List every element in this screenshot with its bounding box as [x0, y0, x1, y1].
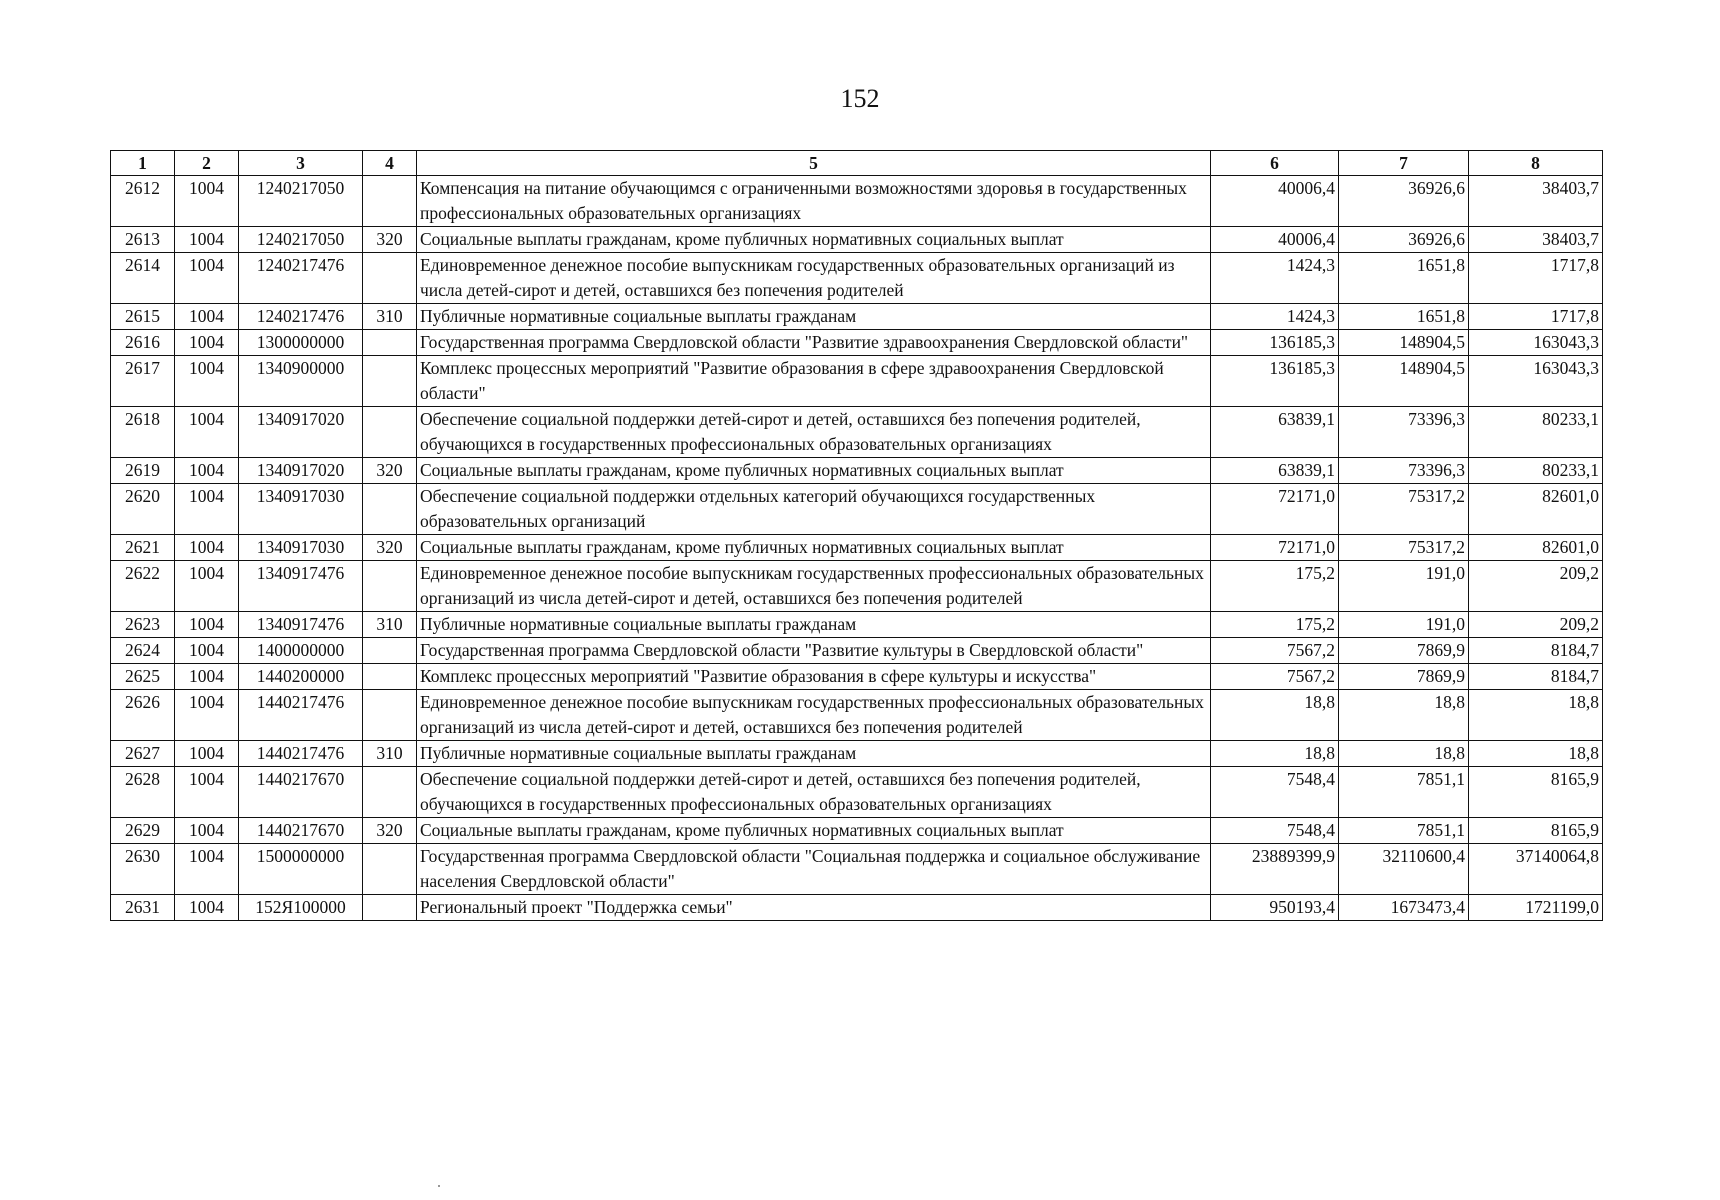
section-code-cell: 1004	[175, 330, 239, 356]
item-name-cell: Обеспечение социальной поддержки детей-сирот и детей, оставшихся без попечения родителей, обучающихся в государственных профессиональных образовательных организациях	[417, 767, 1211, 818]
target-code-cell: 1440200000	[239, 664, 363, 690]
table-row	[111, 818, 1603, 844]
table-row	[111, 844, 1603, 895]
expense-type-cell	[363, 330, 417, 356]
amount-col7-cell: 7869,9	[1339, 664, 1469, 690]
row-number-cell: 2614	[111, 253, 175, 304]
column-header: 6	[1211, 151, 1339, 176]
row-number-cell: 2631	[111, 895, 175, 921]
target-code-cell: 152Я100000	[239, 895, 363, 921]
section-code-cell: 1004	[175, 458, 239, 484]
amount-col6-cell: 7567,2	[1211, 638, 1339, 664]
table-row	[111, 741, 1603, 767]
amount-col8-cell: 80233,1	[1469, 407, 1603, 458]
table-row	[111, 484, 1603, 535]
amount-col6-cell: 7548,4	[1211, 767, 1339, 818]
amount-col8-cell: 1721199,0	[1469, 895, 1603, 921]
target-code-cell: 1340917030	[239, 484, 363, 535]
row-number-cell: 2627	[111, 741, 175, 767]
table-row	[111, 356, 1603, 407]
amount-col8-cell: 38403,7	[1469, 176, 1603, 227]
table-row	[111, 895, 1603, 921]
item-name-cell: Публичные нормативные социальные выплаты гражданам	[417, 741, 1211, 767]
amount-col8-cell: 8165,9	[1469, 818, 1603, 844]
target-code-cell: 1340917020	[239, 407, 363, 458]
column-header: 1	[111, 151, 175, 176]
column-header: 4	[363, 151, 417, 176]
target-code-cell: 1400000000	[239, 638, 363, 664]
section-code-cell: 1004	[175, 356, 239, 407]
amount-col8-cell: 1717,8	[1469, 253, 1603, 304]
item-name-cell: Государственная программа Свердловской области "Развитие культуры в Свердловской области"	[417, 638, 1211, 664]
amount-col7-cell: 7851,1	[1339, 818, 1469, 844]
row-number-cell: 2622	[111, 561, 175, 612]
row-number-cell: 2616	[111, 330, 175, 356]
item-name-cell: Единовременное денежное пособие выпускникам государственных образовательных организаций из числа детей-сирот и детей, оставшихся без попечения родителей	[417, 253, 1211, 304]
expense-type-cell	[363, 176, 417, 227]
row-number-cell: 2630	[111, 844, 175, 895]
item-name-cell: Социальные выплаты гражданам, кроме публичных нормативных социальных выплат	[417, 535, 1211, 561]
expense-type-cell: 320	[363, 458, 417, 484]
target-code-cell: 1340917020	[239, 458, 363, 484]
amount-col7-cell: 7869,9	[1339, 638, 1469, 664]
item-name-cell: Публичные нормативные социальные выплаты гражданам	[417, 304, 1211, 330]
section-code-cell: 1004	[175, 484, 239, 535]
amount-col7-cell: 73396,3	[1339, 458, 1469, 484]
amount-col8-cell: 80233,1	[1469, 458, 1603, 484]
target-code-cell: 1240217476	[239, 304, 363, 330]
amount-col7-cell: 191,0	[1339, 612, 1469, 638]
section-code-cell: 1004	[175, 767, 239, 818]
amount-col6-cell: 7567,2	[1211, 664, 1339, 690]
item-name-cell: Единовременное денежное пособие выпускникам государственных профессиональных образовательных организаций из числа детей-сирот и детей, оставшихся без попечения родителей	[417, 561, 1211, 612]
item-name-cell: Государственная программа Свердловской области "Социальная поддержка и социальное обслуживание населения Свердловской области"	[417, 844, 1211, 895]
amount-col7-cell: 191,0	[1339, 561, 1469, 612]
expense-type-cell	[363, 664, 417, 690]
row-number-cell: 2615	[111, 304, 175, 330]
target-code-cell: 1340917030	[239, 535, 363, 561]
target-code-cell: 1500000000	[239, 844, 363, 895]
row-number-cell: 2624	[111, 638, 175, 664]
item-name-cell: Социальные выплаты гражданам, кроме публичных нормативных социальных выплат	[417, 458, 1211, 484]
amount-col6-cell: 72171,0	[1211, 535, 1339, 561]
target-code-cell: 1340917476	[239, 561, 363, 612]
scan-speck	[438, 1185, 440, 1187]
section-code-cell: 1004	[175, 253, 239, 304]
table-row	[111, 253, 1603, 304]
amount-col7-cell: 36926,6	[1339, 227, 1469, 253]
amount-col7-cell: 1673473,4	[1339, 895, 1469, 921]
amount-col8-cell: 82601,0	[1469, 535, 1603, 561]
item-name-cell: Обеспечение социальной поддержки детей-сирот и детей, оставшихся без попечения родителей, обучающихся в государственных профессиональных образовательных организациях	[417, 407, 1211, 458]
amount-col7-cell: 148904,5	[1339, 330, 1469, 356]
table-row	[111, 612, 1603, 638]
column-header: 7	[1339, 151, 1469, 176]
amount-col6-cell: 1424,3	[1211, 253, 1339, 304]
target-code-cell: 1440217670	[239, 818, 363, 844]
page-number: 152	[840, 84, 880, 113]
amount-col7-cell: 1651,8	[1339, 253, 1469, 304]
amount-col8-cell: 163043,3	[1469, 356, 1603, 407]
row-number-cell: 2619	[111, 458, 175, 484]
amount-col8-cell: 18,8	[1469, 690, 1603, 741]
item-name-cell: Компенсация на питание обучающимся с ограниченными возможностями здоровья в государственных профессиональных образовательных организациях	[417, 176, 1211, 227]
section-code-cell: 1004	[175, 407, 239, 458]
table-body	[111, 176, 1603, 921]
item-name-cell: Обеспечение социальной поддержки отдельных категорий обучающихся государственных образовательных организаций	[417, 484, 1211, 535]
row-number-cell: 2612	[111, 176, 175, 227]
table-row	[111, 690, 1603, 741]
amount-col8-cell: 8184,7	[1469, 664, 1603, 690]
target-code-cell: 1440217476	[239, 741, 363, 767]
target-code-cell: 1340917476	[239, 612, 363, 638]
amount-col6-cell: 18,8	[1211, 690, 1339, 741]
amount-col6-cell: 175,2	[1211, 612, 1339, 638]
expense-type-cell: 320	[363, 818, 417, 844]
row-number-cell: 2625	[111, 664, 175, 690]
target-code-cell: 1440217476	[239, 690, 363, 741]
amount-col6-cell: 63839,1	[1211, 458, 1339, 484]
amount-col7-cell: 18,8	[1339, 690, 1469, 741]
column-header: 3	[239, 151, 363, 176]
amount-col6-cell: 136185,3	[1211, 330, 1339, 356]
row-number-cell: 2620	[111, 484, 175, 535]
amount-col8-cell: 37140064,8	[1469, 844, 1603, 895]
amount-col7-cell: 148904,5	[1339, 356, 1469, 407]
table-row	[111, 561, 1603, 612]
amount-col6-cell: 23889399,9	[1211, 844, 1339, 895]
section-code-cell: 1004	[175, 664, 239, 690]
expense-type-cell: 320	[363, 227, 417, 253]
amount-col7-cell: 75317,2	[1339, 484, 1469, 535]
table-row	[111, 304, 1603, 330]
row-number-cell: 2629	[111, 818, 175, 844]
amount-col6-cell: 1424,3	[1211, 304, 1339, 330]
expense-type-cell	[363, 690, 417, 741]
target-code-cell: 1440217670	[239, 767, 363, 818]
expense-type-cell: 320	[363, 535, 417, 561]
section-code-cell: 1004	[175, 741, 239, 767]
section-code-cell: 1004	[175, 227, 239, 253]
amount-col8-cell: 209,2	[1469, 561, 1603, 612]
expense-type-cell	[363, 895, 417, 921]
item-name-cell: Комплекс процессных мероприятий "Развитие образования в сфере культуры и искусства"	[417, 664, 1211, 690]
section-code-cell: 1004	[175, 176, 239, 227]
row-number-cell: 2623	[111, 612, 175, 638]
amount-col8-cell: 1717,8	[1469, 304, 1603, 330]
item-name-cell: Государственная программа Свердловской области "Развитие здравоохранения Свердловской области"	[417, 330, 1211, 356]
amount-col8-cell: 18,8	[1469, 741, 1603, 767]
expense-type-cell	[363, 767, 417, 818]
item-name-cell: Единовременное денежное пособие выпускникам государственных профессиональных образовательных организаций из числа детей-сирот и детей, оставшихся без попечения родителей	[417, 690, 1211, 741]
section-code-cell: 1004	[175, 844, 239, 895]
expense-type-cell	[363, 484, 417, 535]
amount-col6-cell: 63839,1	[1211, 407, 1339, 458]
amount-col7-cell: 36926,6	[1339, 176, 1469, 227]
expense-type-cell	[363, 561, 417, 612]
expense-type-cell: 310	[363, 304, 417, 330]
amount-col7-cell: 75317,2	[1339, 535, 1469, 561]
amount-col7-cell: 73396,3	[1339, 407, 1469, 458]
amount-col7-cell: 32110600,4	[1339, 844, 1469, 895]
expense-type-cell	[363, 253, 417, 304]
amount-col8-cell: 38403,7	[1469, 227, 1603, 253]
section-code-cell: 1004	[175, 561, 239, 612]
table-row	[111, 407, 1603, 458]
section-code-cell: 1004	[175, 612, 239, 638]
expense-type-cell: 310	[363, 741, 417, 767]
amount-col7-cell: 18,8	[1339, 741, 1469, 767]
amount-col8-cell: 8184,7	[1469, 638, 1603, 664]
column-header: 2	[175, 151, 239, 176]
table-row	[111, 227, 1603, 253]
column-header: 8	[1469, 151, 1603, 176]
budget-table	[110, 150, 1603, 921]
target-code-cell: 1300000000	[239, 330, 363, 356]
section-code-cell: 1004	[175, 818, 239, 844]
amount-col6-cell: 7548,4	[1211, 818, 1339, 844]
table-row	[111, 535, 1603, 561]
section-code-cell: 1004	[175, 304, 239, 330]
expense-type-cell	[363, 638, 417, 664]
amount-col7-cell: 1651,8	[1339, 304, 1469, 330]
amount-col6-cell: 175,2	[1211, 561, 1339, 612]
amount-col6-cell: 72171,0	[1211, 484, 1339, 535]
row-number-cell: 2621	[111, 535, 175, 561]
amount-col6-cell: 136185,3	[1211, 356, 1339, 407]
expense-type-cell: 310	[363, 612, 417, 638]
row-number-cell: 2617	[111, 356, 175, 407]
row-number-cell: 2618	[111, 407, 175, 458]
row-number-cell: 2613	[111, 227, 175, 253]
amount-col8-cell: 8165,9	[1469, 767, 1603, 818]
row-number-cell: 2626	[111, 690, 175, 741]
item-name-cell: Комплекс процессных мероприятий "Развитие образования в сфере здравоохранения Свердловской области"	[417, 356, 1211, 407]
table-row	[111, 458, 1603, 484]
expense-type-cell	[363, 407, 417, 458]
item-name-cell: Социальные выплаты гражданам, кроме публичных нормативных социальных выплат	[417, 818, 1211, 844]
section-code-cell: 1004	[175, 638, 239, 664]
section-code-cell: 1004	[175, 535, 239, 561]
row-number-cell: 2628	[111, 767, 175, 818]
item-name-cell: Публичные нормативные социальные выплаты гражданам	[417, 612, 1211, 638]
header-row	[111, 151, 1603, 176]
target-code-cell: 1240217476	[239, 253, 363, 304]
amount-col7-cell: 7851,1	[1339, 767, 1469, 818]
amount-col6-cell: 40006,4	[1211, 227, 1339, 253]
amount-col8-cell: 209,2	[1469, 612, 1603, 638]
expense-type-cell	[363, 356, 417, 407]
column-header: 5	[417, 151, 1211, 176]
section-code-cell: 1004	[175, 690, 239, 741]
item-name-cell: Региональный проект "Поддержка семьи"	[417, 895, 1211, 921]
target-code-cell: 1240217050	[239, 176, 363, 227]
amount-col8-cell: 82601,0	[1469, 484, 1603, 535]
section-code-cell: 1004	[175, 895, 239, 921]
table-row	[111, 638, 1603, 664]
table-row	[111, 767, 1603, 818]
amount-col6-cell: 40006,4	[1211, 176, 1339, 227]
amount-col6-cell: 950193,4	[1211, 895, 1339, 921]
table-row	[111, 664, 1603, 690]
table-row	[111, 330, 1603, 356]
amount-col8-cell: 163043,3	[1469, 330, 1603, 356]
expense-type-cell	[363, 844, 417, 895]
amount-col6-cell: 18,8	[1211, 741, 1339, 767]
item-name-cell: Социальные выплаты гражданам, кроме публичных нормативных социальных выплат	[417, 227, 1211, 253]
table-row	[111, 176, 1603, 227]
target-code-cell: 1240217050	[239, 227, 363, 253]
target-code-cell: 1340900000	[239, 356, 363, 407]
